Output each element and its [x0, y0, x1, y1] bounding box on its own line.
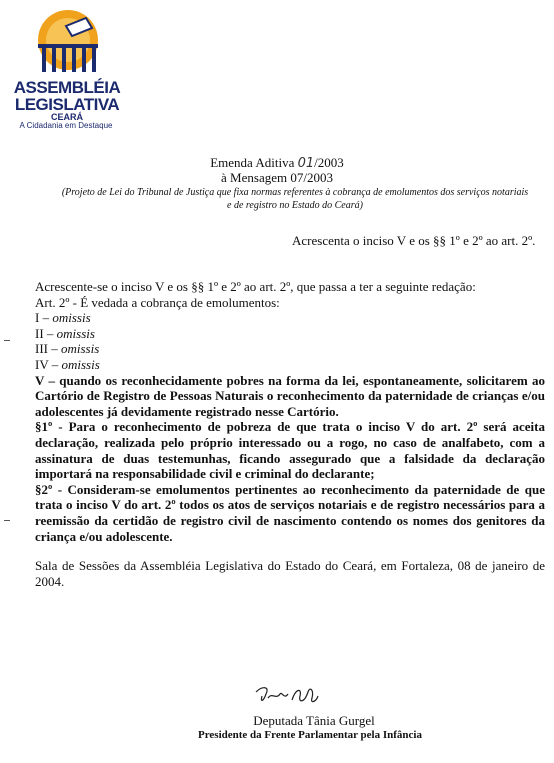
list-item: IV – omissis [35, 356, 100, 372]
scan-mark [4, 340, 10, 341]
paragraph-1: §1º - Para o reconhecimento de pobreza de que trata o inciso V do art. 2º será aceita declaração, realizada pelo próprio interessado ou a rogo, no caso de analfabeto, com a assinatura de duas testemunhas, ficando assegurado que a falsidade da declaração importará na responsabilidade civil e criminal do declarante; [35, 419, 545, 482]
signatory-name: Deputada Tânia Gurgel [253, 713, 375, 728]
amendment-suffix: /2003 [314, 155, 344, 170]
document-body [35, 279, 545, 589]
inciso-v: V – quando os reconhecidamente pobres na forma da lei, espontaneamente, solicitarem ao Cartório de Registro de Pessoas Naturais o reconhecimento da paternidade de crianças e/ou adolescentes já devidamente registrado nesse Cartório. [35, 372, 545, 419]
amendment-prefix: Emenda Aditiva [210, 155, 295, 170]
list-item: I – omissis [35, 310, 91, 326]
signatory-role: Presidente da Frente Parlamentar pela Infância [198, 729, 422, 741]
list-item: II – omissis [35, 325, 95, 341]
closing-paragraph: Sala de Sessões da Assembléia Legislativa do Estado do Ceará, em Fortaleza, 08 de janeiro de 2004. [35, 558, 545, 589]
amendment-title [0, 155, 554, 171]
ementa: Acrescenta o inciso V e os §§ 1º e 2º ao art. 2º. [292, 233, 536, 248]
scan-mark [4, 520, 10, 521]
assembly-emblem-icon [28, 4, 108, 76]
assembly-logo [4, 4, 124, 130]
handwritten-signature [252, 682, 322, 712]
amendment-number-handwritten: 01 [297, 156, 315, 171]
message-reference: à Mensagem 07/2003 [221, 170, 333, 185]
article-2-heading: Art. 2º - É vedada a cobrança de emolumentos: [35, 294, 280, 310]
logo-title-line2: LEGISLATIVA [14, 95, 120, 114]
project-description: (Projeto de Lei do Tribunal de Justiça que fixa normas referentes à cobrança de emolumentos dos serviços notariais e de registro no Estado do Ceará) [61, 187, 529, 211]
intro-paragraph: Acrescente-se o inciso V e os §§ 1º e 2º ao art. 2º, que passa a ter a seguinte redação: [35, 279, 476, 294]
logo-title-line1: ASSEMBLÉIA [13, 78, 121, 97]
logo-state: CEARÁ [50, 112, 83, 122]
paragraph-2: §2º - Consideram-se emolumentos pertinentes ao reconhecimento da paternidade de que trata o inciso V do art. 2º todos os atos de serviços notariais e de registro necessários para a reemissão da certidão de registro civil de nascimento contendo os nomes dos genitores da criança e/ou adolescente. [35, 481, 545, 544]
logo-tagline: A Cidadania em Destaque [19, 121, 113, 130]
list-item: III – omissis [35, 341, 100, 357]
